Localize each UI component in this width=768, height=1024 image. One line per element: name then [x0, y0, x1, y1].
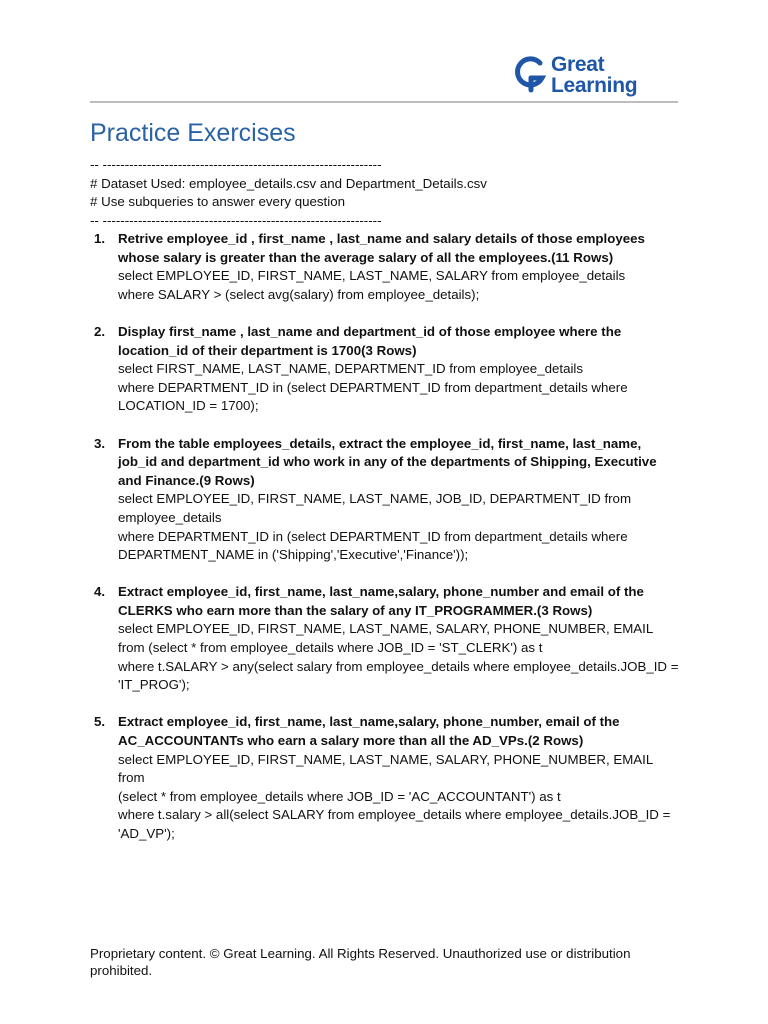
dataset-notes	[90, 156, 487, 230]
exercise-item	[90, 230, 680, 304]
sql-line: where DEPARTMENT_ID in (select DEPARTMENT_ID from department_details where DEPARTMENT_NAME in ('Shipping','Executive','Finance'));	[118, 528, 628, 563]
sql-line: (select * from employee_details where JOB_ID = 'AC_ACCOUNTANT') as t	[118, 788, 561, 804]
subqueries-note: # Use subqueries to answer every question	[90, 194, 345, 209]
separator-line-top: -- ---------------------------------------------------------------	[90, 157, 382, 172]
page-title: Practice Exercises	[90, 119, 296, 147]
sql-line: where t.SALARY > any(select salary from employee_details where employee_details.JOB_ID = 'IT_PROG');	[118, 658, 679, 693]
exercise-number: 2.	[94, 323, 106, 339]
exercise-sql	[118, 490, 680, 564]
exercise-number: 5.	[94, 714, 106, 730]
exercise-question: Retrive employee_id , first_name , last_name and salary details of those employees whose salary is greater than the average salary of all the employees.(11 Rows)	[118, 231, 645, 265]
exercise-item	[90, 323, 680, 416]
sql-line: select EMPLOYEE_ID, FIRST_NAME, LAST_NAME, SALARY from employee_details	[118, 268, 626, 284]
sql-line: select FIRST_NAME, LAST_NAME, DEPARTMENT_ID from employee_details	[118, 361, 584, 377]
great-learning-g-icon	[514, 54, 548, 96]
great-learning-logo	[514, 52, 637, 98]
sql-line: select EMPLOYEE_ID, FIRST_NAME, LAST_NAME, SALARY, PHONE_NUMBER, EMAIL	[118, 621, 654, 637]
sql-line: select EMPLOYEE_ID, FIRST_NAME, LAST_NAME, JOB_ID, DEPARTMENT_ID from employee_details	[118, 491, 632, 525]
sql-line: where DEPARTMENT_ID in (select DEPARTMENT_ID from department_details where LOCATION_ID = 1700);	[118, 379, 628, 414]
exercise-question: From the table employees_details, extract the employee_id, first_name, last_name, job_id and department_id who work in any of the departments of Shipping, Executive and Finance.(9 Rows)	[118, 435, 657, 488]
exercise-number: 4.	[94, 584, 106, 600]
exercise-question: Extract employee_id, first_name, last_name,salary, phone_number, email of the AC_ACCOUNTANTs who earn a salary more than all the AD_VPs.(2 Rows)	[118, 714, 620, 749]
separator-line-bottom: -- ---------------------------------------------------------------	[90, 212, 382, 228]
exercise-question: Extract employee_id, first_name, last_name,salary, phone_number and email of the CLERKS who earn more than the salary of any IT_PROGRAMMER.(3 Rows)	[118, 584, 644, 618]
logo-wordmark	[551, 54, 637, 96]
exercise-number: 3.	[94, 435, 106, 451]
sql-line: from (select * from employee_details where JOB_ID = 'ST_CLERK') as t	[118, 640, 543, 656]
exercise-sql	[118, 751, 680, 844]
exercise-question: Display first_name , last_name and department_id of those employee where the location_id of their department is 1700(3 Rows)	[118, 323, 622, 358]
sql-line: where SALARY > (select avg(salary) from employee_details);	[118, 286, 480, 302]
logo-line-2: Learning	[551, 74, 638, 97]
exercise-item	[90, 583, 680, 695]
dataset-used-note: # Dataset Used: employee_details.csv and Department_Details.csv	[90, 175, 487, 191]
exercise-sql	[118, 267, 680, 304]
exercise-sql	[118, 620, 680, 694]
sql-line: where t.salary > all(select SALARY from employee_details where employee_details.JOB_ID = 'AD_VP');	[118, 807, 671, 841]
header-divider	[90, 101, 678, 103]
logo-line-1: Great	[551, 53, 605, 76]
exercise-list	[90, 230, 680, 862]
exercise-number: 1.	[94, 231, 106, 246]
exercise-item	[90, 435, 680, 565]
sql-line: select EMPLOYEE_ID, FIRST_NAME, LAST_NAME, SALARY, PHONE_NUMBER, EMAIL from	[118, 751, 653, 786]
exercise-item	[90, 713, 680, 843]
copyright-footer: Proprietary content. © Great Learning. All Rights Reserved. Unauthorized use or distribution prohibited.	[90, 946, 631, 978]
exercise-sql	[118, 360, 680, 416]
